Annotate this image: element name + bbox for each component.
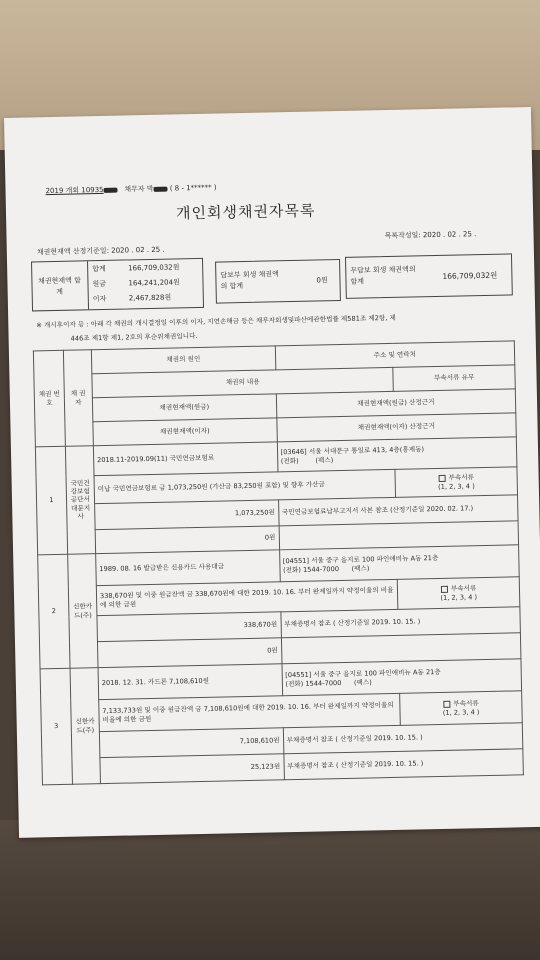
creditor-interest: 0원: [97, 638, 281, 668]
docs-checkbox[interactable]: [441, 586, 448, 593]
docs-cell: 부속서류 (1, 2, 3, 4 ): [395, 467, 517, 498]
unsecured-box: [345, 253, 513, 298]
creditor-content: 7,133,733원 및 이중 원금잔액 금 7,108,610원에 대한 2019. 10. 16. 부터 완제일까지 약정이율의 비율에 의한 금원: [99, 693, 401, 731]
creditor-interest-basis: 부채증명서 참조 ( 산정기준일 2019. 10. 15. ): [283, 749, 523, 780]
unsecured-label: 무담보 회생 채권액의 합계: [350, 265, 416, 286]
header-interest: 채권현재액(이자): [93, 418, 277, 446]
background-floor: [0, 820, 540, 960]
creditor-no: 1: [35, 446, 67, 555]
creditor-content: 미납 국민연금보험료 금 1,073,250원 (가산금 83,250원 포함) 및 향후 가산금: [94, 469, 396, 503]
creditor-principal: 338,670원: [97, 612, 281, 642]
creditor-interest: 25,123원: [100, 754, 284, 784]
docs-checkbox[interactable]: [438, 475, 445, 482]
secured-label: 담보부 회생 채권액의 합계: [220, 270, 279, 291]
creditor-name: 신한카드(주): [70, 668, 100, 785]
creditor-cause: 1989. 08. 16 발급받은 신용카드 사용대금: [96, 550, 280, 586]
secured-box: [215, 259, 341, 304]
redaction-mark: [104, 187, 118, 192]
creditor-principal: 1,073,250원: [95, 500, 279, 530]
debtor-id: ( 8 - 1****** ): [169, 183, 217, 193]
creditor-no: 2: [38, 554, 70, 669]
creditor-content: 338,670원 및 이중 원금잔액 금 338,670원에 대한 2019. 10. 16. 부터 완제일까지 약정이율의 비율에 의한 금원: [96, 579, 398, 615]
creditor-table: [33, 340, 524, 785]
docs-cell: 부속서류 (1, 2, 3, 4 ): [397, 577, 519, 610]
creditor-principal-basis: 부채증명서 참조 ( 산정기준일 2019. 10. 15. ): [280, 607, 520, 638]
note-line-2: 446조 제1항 제1, 2호의 후순위채권입니다.: [70, 331, 198, 343]
summary-total-name: 합계: [92, 264, 106, 274]
document-title: 개인회생채권자목록: [175, 201, 316, 223]
document-page: [4, 107, 540, 838]
header-cause: 채권의 원인: [91, 346, 275, 374]
case-number: 2019 개회 10935: [45, 185, 104, 196]
debtor-name: 채무자 박: [124, 184, 154, 194]
redaction-mark: [153, 186, 167, 191]
header-principal-basis: 채권현재액(원금) 산정근거: [276, 389, 516, 418]
header-docs: 부속서류 유무: [393, 365, 515, 392]
creditor-principal: 7,108,610원: [99, 728, 283, 758]
summary-interest-value: 2,467,828원: [128, 293, 172, 303]
summary-label: 채권현재액 합 계: [37, 276, 81, 297]
header-interest-basis: 채권현재액(이자) 산정근거: [276, 413, 516, 442]
creditor-address: [04551] 서울 중구 을지로 100 파인애비뉴 A동 21층 (전화) 1544-7000 (팩스): [279, 545, 519, 582]
header-principal: 채권현재액(원금): [92, 394, 276, 422]
summary-total-value: 166,709,032원: [128, 263, 180, 273]
creditor-cause: 2018. 12. 31. 카드론 7,108,610원: [98, 664, 282, 700]
docs-checkbox[interactable]: [443, 701, 450, 708]
note-line-1: ※ 개시후이자 등 : 아래 각 채권의 개시결정일 이후의 이자, 지연손해금 등은 채무자회생및파산에관한법률 제581조 제2항, 제: [36, 313, 396, 330]
unsecured-value: 166,709,032원: [442, 270, 498, 281]
summary-interest-name: 이자: [92, 294, 107, 304]
creditor-address: [04551] 서울 중구 을지로 100 파인애비뉴 A동 21층 (전화) 1544-7000 (팩스): [282, 659, 522, 696]
creditor-principal-basis: 부채증명서 참조 ( 산정기준일 2019. 10. 15. ): [283, 723, 523, 754]
creditor-principal-basis: 국민연금보험료납부고지서 사본 참조 (산정기준일 2020. 02. 17.): [278, 495, 518, 526]
created-date: 목록작성일: 2020 . 02 . 25 .: [384, 230, 477, 241]
secured-value: 0원: [316, 276, 328, 285]
summary-principal-name: 원금: [92, 279, 107, 289]
docs-cell: 부속서류 (1, 2, 3, 4 ): [400, 691, 522, 726]
creditor-cause: 2018.11-2019.09(11) 국민연금보험료: [93, 442, 277, 476]
header-content: 채권의 내용: [92, 367, 394, 397]
creditor-name: 신한카드(주): [68, 554, 98, 669]
creditor-name: 국민건강보험공단서대문지사: [65, 446, 95, 555]
case-header: [45, 184, 216, 196]
header-address: 주소 및 연락처: [275, 341, 515, 370]
header-creditor-no: 채권 번호: [33, 350, 65, 447]
summary-principal-value: 164,241,204원: [128, 278, 180, 288]
header-creditor: 채 권 자: [63, 350, 93, 447]
creditor-no: 3: [40, 668, 72, 785]
base-date: 채권현재액 산정기준일: 2020 . 02 . 25 .: [36, 245, 165, 257]
summary-box: [31, 258, 204, 312]
creditor-address: [03646] 서울 서대문구 통일로 413, 4층(홍제동) (전화) (팩스): [277, 437, 517, 472]
creditor-interest: 0원: [95, 526, 279, 554]
